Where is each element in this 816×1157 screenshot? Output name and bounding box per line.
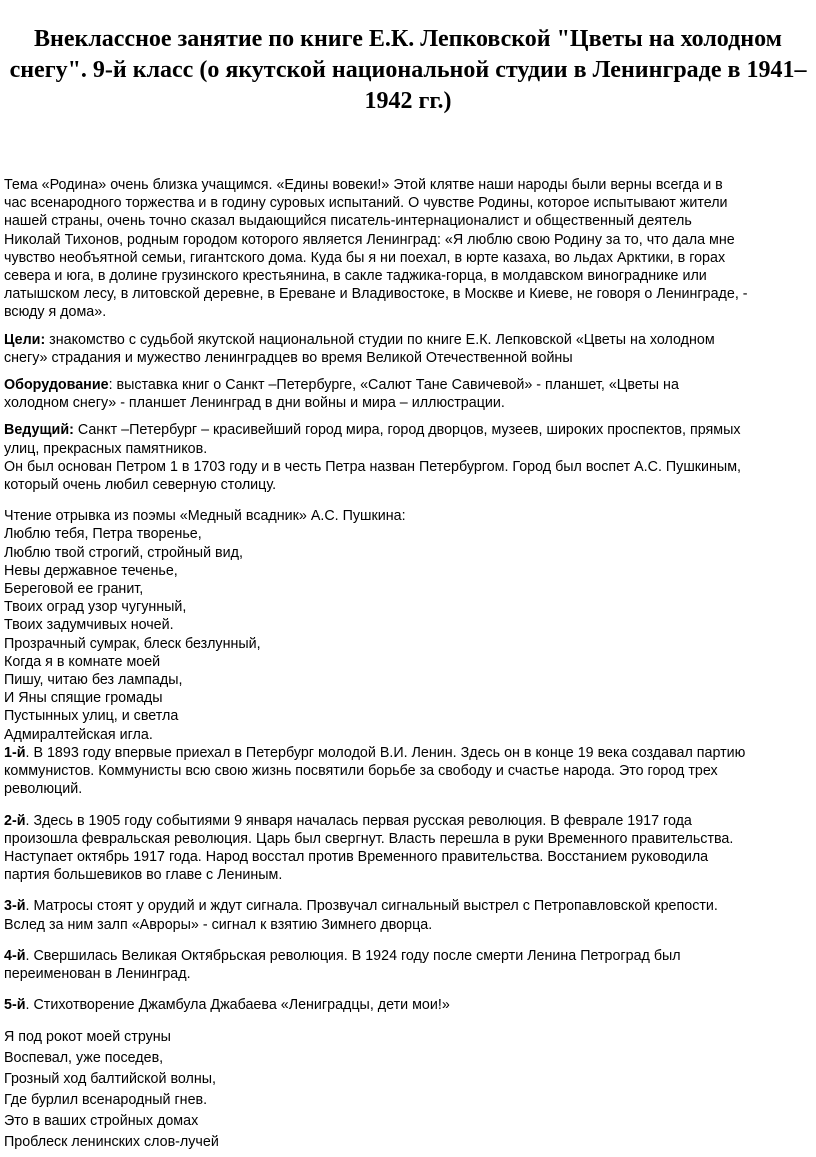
speaker-line: [4, 812, 812, 830]
speaker-5-paragraph: [4, 996, 812, 1014]
poem-line: Невы державное теченье,: [4, 562, 178, 579]
goals-paragraph: [4, 331, 812, 367]
intro-line: час всенародного торжества и в годину суровых испытаний. О чувстве Родины, которое испытывают жители: [4, 195, 728, 212]
poem-line: Адмиралтейская игла.: [4, 726, 153, 743]
speaker-text: . Здесь в 1905 году событиями 9 января началась первая русская революция. В феврале 1917 года: [25, 812, 692, 829]
poem-line: И Яны спящие громады: [4, 690, 163, 707]
poem-line: Воспевал, уже поседев,: [4, 1050, 164, 1067]
speaker-line: коммунистов. Коммунисты всю свою жизнь посвятили борьбе за свободу и счастье народа. Это город трех: [4, 763, 718, 780]
speaker-label: 3-й: [4, 898, 26, 915]
speaker-line: [4, 897, 812, 915]
intro-line: севера и юга, в долине грузинского крестьянина, в сакле таджика-горца, в молдавском винограднике или: [4, 268, 707, 285]
goals-label: Цели:: [4, 331, 46, 348]
poem-line: Проблеск ленинских слов-лучей: [4, 1134, 219, 1151]
speaker-text: . Свершилась Великая Октябрьская революция. В 1924 году после смерти Ленина Петроград был: [25, 947, 681, 964]
speaker-text: . В 1893 году впервые приехал в Петербург молодой В.И. Ленин. Здесь он в конце 19 века создавал партию: [25, 744, 746, 761]
equipment-label: Оборудование: [4, 377, 109, 394]
poem-line: Я под рокот моей струны: [4, 1029, 171, 1046]
equipment-line: холодном снегу» - планшет Ленинград в дни войны и мира – иллюстрации.: [4, 395, 505, 412]
speaker-label: 1-й: [4, 744, 26, 761]
poem-line: Прозрачный сумрак, блеск безлунный,: [4, 635, 261, 652]
equipment-paragraph: [4, 376, 812, 412]
document-body: [4, 176, 812, 1153]
speaker-line: переименован в Ленинград.: [4, 965, 191, 982]
equipment-line: [4, 376, 812, 394]
speaker-line: [4, 744, 812, 762]
speaker-text: . Стихотворение Джамбула Джабаева «Лениградцы, дети мои!»: [25, 997, 450, 1014]
speaker-3-paragraph: [4, 897, 812, 933]
poem-intro: Чтение отрывка из поэмы «Медный всадник» А.С. Пушкина:: [4, 508, 406, 525]
speaker-line: революций.: [4, 781, 83, 798]
host-paragraph: [4, 421, 812, 494]
poem-line: Береговой ее гранит,: [4, 581, 144, 598]
speaker-line: Вслед за ним залп «Авроры» - сигнал к взятию Зимнего дворца.: [4, 916, 433, 933]
host-line: Он был основан Петром 1 в 1703 году и в честь Петра назван Петербургом. Город был воспет А.С. Пушкиным,: [4, 458, 742, 475]
intro-line: Тема «Родина» очень близка учащимся. «Едины вовеки!» Этой клятве наши народы были верны всегда и в: [4, 177, 723, 193]
intro-paragraph: [4, 176, 812, 322]
speaker-4-paragraph: [4, 947, 812, 983]
poem-pushkin: [4, 507, 812, 744]
goals-text: знакомство с судьбой якутской национальной студии по книге Е.К. Лепковской «Цветы на холодном: [45, 331, 715, 348]
speaker-label: 5-й: [4, 997, 26, 1014]
host-line: который очень любил северную столицу.: [4, 477, 277, 494]
speaker-1-paragraph: [4, 744, 812, 799]
host-line: [4, 421, 812, 439]
host-label: Ведущий:: [4, 422, 74, 439]
host-text: Санкт –Петербург – красивейший город мира, город дворцов, музеев, широких проспектов, прямых: [73, 422, 741, 439]
speaker-line: Наступает октябрь 1917 года. Народ восстал против Временного правительства. Восстанием руководила: [4, 848, 709, 865]
speaker-line: [4, 947, 812, 965]
speaker-line: [4, 996, 812, 1014]
poem-dzhambul: [4, 1027, 812, 1153]
poem-line: Пустынных улиц, и светла: [4, 708, 179, 725]
poem-line: Твоих задумчивых ночей.: [4, 617, 174, 634]
poem-line: Пишу, читаю без лампады,: [4, 672, 183, 689]
speaker-label: 2-й: [4, 812, 26, 829]
host-line: улиц, прекрасных памятников.: [4, 440, 208, 457]
equipment-text: : выставка книг о Санкт –Петербурге, «Салют Тане Савичевой» - планшет, «Цветы на: [108, 377, 679, 394]
poem-line: Люблю твой строгий, стройный вид,: [4, 544, 243, 561]
poem-line: Твоих оград узор чугунный,: [4, 599, 187, 616]
speaker-line: партия большевиков во главе с Лениным.: [4, 867, 283, 884]
speaker-text: . Матросы стоят у орудий и ждут сигнала. Прозвучал сигнальный выстрел с Петропавловской крепости.: [25, 898, 718, 915]
poem-line: Люблю тебя, Петра творенье,: [4, 526, 202, 543]
speaker-2-paragraph: [4, 812, 812, 885]
speaker-line: произошла февральская революция. Царь был свергнут. Власть перешла в руки Временного правительства.: [4, 830, 734, 847]
intro-line: нашей страны, очень точно сказал выдающийся писатель-интернационалист и общественный деятель: [4, 213, 692, 230]
poem-line: Грозный ход балтийской волны,: [4, 1071, 217, 1088]
intro-line: всюду я дома».: [4, 304, 107, 321]
intro-line: латышском лесу, в литовской деревне, в Ереване и Владивостоке, в Москве и Киеве, не говоря о Ленинграде, -: [4, 286, 748, 303]
poem-line: Когда я в комнате моей: [4, 653, 161, 670]
speaker-label: 4-й: [4, 947, 26, 964]
document-title: Внеклассное занятие по книге Е.К. Лепковской "Цветы на холодном снегу". 9-й класс (о якутской национальной студии в Ленинграде в 1941–1942 гг.): [9, 26, 807, 114]
goals-line: снегу» страдания и мужество ленинградцев во время Великой Отечественной войны: [4, 349, 573, 366]
poem-line: Где бурлил всенародный гнев.: [4, 1092, 208, 1109]
goals-line: [4, 331, 812, 349]
intro-line: Николай Тихонов, родным городом которого является Ленинград: «Я люблю свою Родину за то, что дала мне: [4, 231, 735, 248]
poem-line: Это в ваших стройных домах: [4, 1113, 199, 1130]
intro-line: чувство необъятной семьи, гигантского дома. Куда бы я ни поехал, в юрте казаха, во льдах Арктики, в горах: [4, 249, 726, 266]
